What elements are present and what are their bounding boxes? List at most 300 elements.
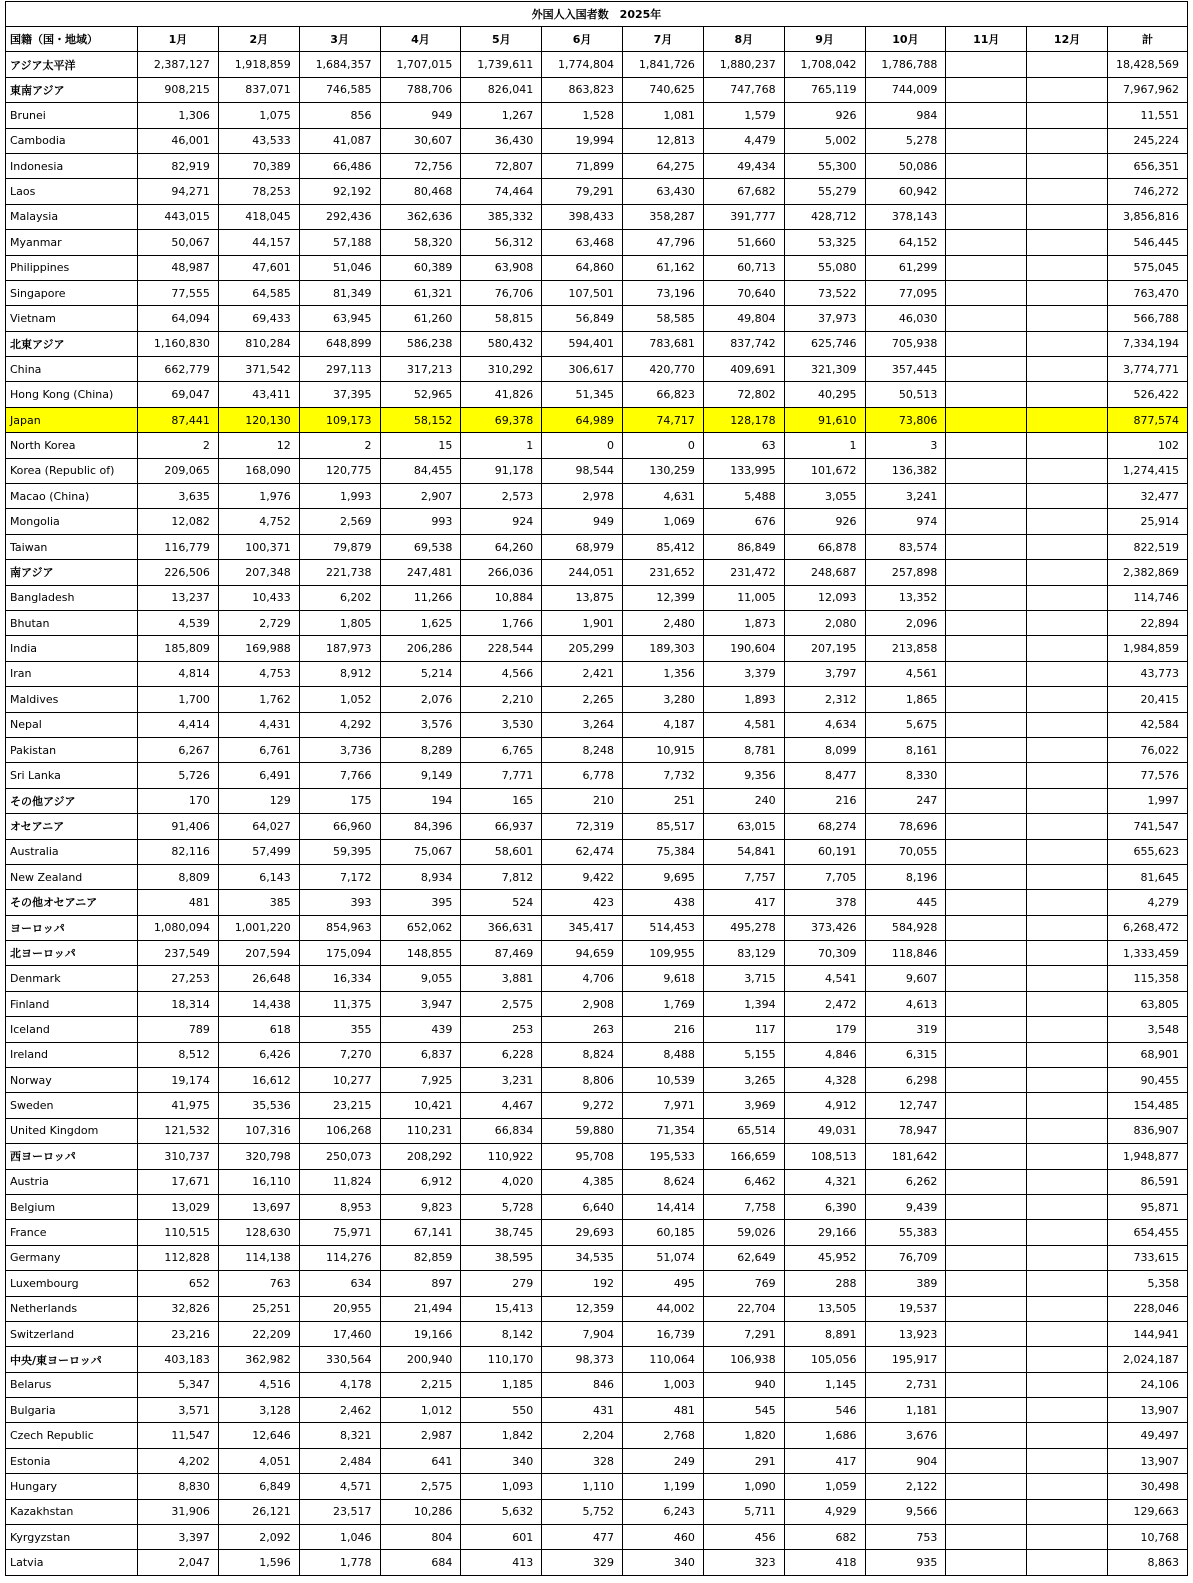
row-total: 63,805 [1108, 991, 1188, 1016]
table-row [6, 179, 1188, 204]
month-value: 2,312 [784, 687, 865, 712]
table-row [6, 560, 1188, 585]
month-value [1027, 839, 1108, 864]
month-value: 1,059 [784, 1474, 865, 1499]
month-value: 423 [542, 890, 623, 915]
month-value: 32,826 [138, 1296, 219, 1321]
month-value: 73,196 [623, 280, 704, 305]
table-row [6, 484, 1188, 509]
month-value: 253 [461, 1017, 542, 1042]
month-value: 106,938 [703, 1347, 784, 1372]
month-value: 652,062 [380, 915, 461, 940]
month-value: 4,414 [138, 712, 219, 737]
month-value: 53,325 [784, 230, 865, 255]
month-value: 7,904 [542, 1321, 623, 1346]
table-row [6, 128, 1188, 153]
month-value: 54,841 [703, 839, 784, 864]
month-value: 64,989 [542, 407, 623, 432]
month-value: 345,417 [542, 915, 623, 940]
month-value: 11,824 [299, 1169, 380, 1194]
month-value: 837,742 [703, 331, 784, 356]
month-value [946, 534, 1027, 559]
header-month: 2月 [218, 27, 299, 52]
row-total: 245,224 [1108, 128, 1188, 153]
table-row [6, 1169, 1188, 1194]
month-value: 109,955 [623, 941, 704, 966]
month-value: 789 [138, 1017, 219, 1042]
month-value: 940 [703, 1372, 784, 1397]
month-value: 6,315 [865, 1042, 946, 1067]
month-value: 398,433 [542, 204, 623, 229]
month-value: 8,099 [784, 737, 865, 762]
country-name: Switzerland [6, 1321, 138, 1346]
month-value: 128,178 [703, 407, 784, 432]
country-name: 北東アジア [6, 331, 138, 356]
month-value: 5,728 [461, 1194, 542, 1219]
month-value: 1,805 [299, 610, 380, 635]
month-value: 8,289 [380, 737, 461, 762]
month-value: 5,711 [703, 1499, 784, 1524]
country-name: その他アジア [6, 788, 138, 813]
month-value: 788,706 [380, 77, 461, 102]
month-value: 4,328 [784, 1068, 865, 1093]
month-value [946, 382, 1027, 407]
month-value: 8,891 [784, 1321, 865, 1346]
row-total: 30,498 [1108, 1474, 1188, 1499]
month-value: 391,777 [703, 204, 784, 229]
header-month: 11月 [946, 27, 1027, 52]
month-value [1027, 890, 1108, 915]
row-total: 42,584 [1108, 712, 1188, 737]
month-value: 2,480 [623, 610, 704, 635]
month-value: 36,430 [461, 128, 542, 153]
row-total: 741,547 [1108, 814, 1188, 839]
month-value [946, 1296, 1027, 1321]
month-value: 2 [299, 433, 380, 458]
month-value [946, 712, 1027, 737]
month-value: 524 [461, 890, 542, 915]
month-value: 456 [703, 1525, 784, 1550]
country-name: 南アジア [6, 560, 138, 585]
country-name: Luxembourg [6, 1271, 138, 1296]
month-value: 2,047 [138, 1550, 219, 1575]
month-value: 46,030 [865, 306, 946, 331]
month-value: 9,055 [380, 966, 461, 991]
row-total: 655,623 [1108, 839, 1188, 864]
month-value: 7,771 [461, 763, 542, 788]
table-row [6, 1347, 1188, 1372]
row-total: 43,773 [1108, 661, 1188, 686]
month-value [1027, 712, 1108, 737]
month-value: 69,433 [218, 306, 299, 331]
month-value [1027, 179, 1108, 204]
month-value: 50,067 [138, 230, 219, 255]
table-row [6, 991, 1188, 1016]
month-value: 1,199 [623, 1474, 704, 1499]
month-value: 0 [623, 433, 704, 458]
month-value: 4,631 [623, 484, 704, 509]
country-name: Maldives [6, 687, 138, 712]
month-value: 355 [299, 1017, 380, 1042]
month-value: 263 [542, 1017, 623, 1042]
month-value: 740,625 [623, 77, 704, 102]
header-month: 8月 [703, 27, 784, 52]
month-value: 17,460 [299, 1321, 380, 1346]
month-value [946, 1525, 1027, 1550]
month-value: 85,412 [623, 534, 704, 559]
month-value: 63,908 [461, 255, 542, 280]
month-value: 49,031 [784, 1118, 865, 1143]
row-total: 154,485 [1108, 1093, 1188, 1118]
month-value: 30,607 [380, 128, 461, 153]
table-row [6, 1296, 1188, 1321]
table-row [6, 77, 1188, 102]
month-value: 78,696 [865, 814, 946, 839]
month-value: 11,266 [380, 585, 461, 610]
month-value: 69,047 [138, 382, 219, 407]
month-value [946, 484, 1027, 509]
row-total: 3,548 [1108, 1017, 1188, 1042]
country-name: Singapore [6, 280, 138, 305]
month-value [946, 280, 1027, 305]
month-value [1027, 687, 1108, 712]
month-value: 78,253 [218, 179, 299, 204]
month-value: 1,081 [623, 103, 704, 128]
month-value: 27,253 [138, 966, 219, 991]
month-value: 46,001 [138, 128, 219, 153]
country-name: Mongolia [6, 509, 138, 534]
month-value: 10,421 [380, 1093, 461, 1118]
month-value: 3,280 [623, 687, 704, 712]
month-value: 279 [461, 1271, 542, 1296]
country-name: Taiwan [6, 534, 138, 559]
month-value: 206,286 [380, 636, 461, 661]
month-value [1027, 484, 1108, 509]
month-value: 121,532 [138, 1118, 219, 1143]
month-value: 15 [380, 433, 461, 458]
table-row [6, 1550, 1188, 1575]
month-value: 231,652 [623, 560, 704, 585]
month-value: 114,276 [299, 1245, 380, 1270]
month-value: 4,321 [784, 1169, 865, 1194]
month-value: 292,436 [299, 204, 380, 229]
month-value: 100,371 [218, 534, 299, 559]
month-value: 7,758 [703, 1194, 784, 1219]
month-value: 439 [380, 1017, 461, 1042]
month-value: 2,076 [380, 687, 461, 712]
month-value: 1,394 [703, 991, 784, 1016]
month-value: 75,384 [623, 839, 704, 864]
month-value [946, 433, 1027, 458]
month-value: 1,769 [623, 991, 704, 1016]
row-total: 86,591 [1108, 1169, 1188, 1194]
month-value: 226,506 [138, 560, 219, 585]
month-value: 8,321 [299, 1423, 380, 1448]
month-value: 66,937 [461, 814, 542, 839]
table-row [6, 1321, 1188, 1346]
month-value: 112,828 [138, 1245, 219, 1270]
month-value: 783,681 [623, 331, 704, 356]
month-value: 6,912 [380, 1169, 461, 1194]
row-total: 1,984,859 [1108, 636, 1188, 661]
month-value: 317,213 [380, 357, 461, 382]
month-value: 9,356 [703, 763, 784, 788]
month-value: 58,601 [461, 839, 542, 864]
header-month: 1月 [138, 27, 219, 52]
table-row [6, 153, 1188, 178]
month-value: 4,706 [542, 966, 623, 991]
month-value: 6,765 [461, 737, 542, 762]
month-value: 753 [865, 1525, 946, 1550]
month-value [946, 1017, 1027, 1042]
month-value: 1,786,788 [865, 52, 946, 77]
month-value [1027, 1347, 1108, 1372]
table-row [6, 433, 1188, 458]
month-value [1027, 407, 1108, 432]
row-total: 3,856,816 [1108, 204, 1188, 229]
month-value: 4,929 [784, 1499, 865, 1524]
month-value: 3,969 [703, 1093, 784, 1118]
month-value [1027, 1042, 1108, 1067]
month-value: 79,879 [299, 534, 380, 559]
month-value: 2,265 [542, 687, 623, 712]
month-value: 16,612 [218, 1068, 299, 1093]
country-name: Netherlands [6, 1296, 138, 1321]
table-row [6, 1398, 1188, 1423]
month-value: 385 [218, 890, 299, 915]
month-value: 107,316 [218, 1118, 299, 1143]
month-value [1027, 306, 1108, 331]
country-name: Germany [6, 1245, 138, 1270]
month-value: 321,309 [784, 357, 865, 382]
country-name: ヨーロッパ [6, 915, 138, 940]
month-value: 74,717 [623, 407, 704, 432]
country-name: Pakistan [6, 737, 138, 762]
month-value: 51,046 [299, 255, 380, 280]
month-value [946, 966, 1027, 991]
month-value: 40,295 [784, 382, 865, 407]
month-value: 179 [784, 1017, 865, 1042]
country-name: Hong Kong (China) [6, 382, 138, 407]
month-value: 495,278 [703, 915, 784, 940]
month-value: 216 [784, 788, 865, 813]
month-value: 70,640 [703, 280, 784, 305]
table-row [6, 1144, 1188, 1169]
month-value: 8,830 [138, 1474, 219, 1499]
month-value: 41,826 [461, 382, 542, 407]
month-value: 413 [461, 1550, 542, 1575]
month-value: 64,094 [138, 306, 219, 331]
month-value [1027, 1474, 1108, 1499]
month-value: 10,539 [623, 1068, 704, 1093]
month-value: 60,389 [380, 255, 461, 280]
month-value: 3,379 [703, 661, 784, 686]
month-value: 2,092 [218, 1525, 299, 1550]
month-value: 428,712 [784, 204, 865, 229]
month-value: 3,128 [218, 1398, 299, 1423]
country-name: France [6, 1220, 138, 1245]
month-value: 70,309 [784, 941, 865, 966]
month-value: 70,055 [865, 839, 946, 864]
month-value: 863,823 [542, 77, 623, 102]
month-value: 1,012 [380, 1398, 461, 1423]
month-value [946, 1042, 1027, 1067]
month-value: 43,411 [218, 382, 299, 407]
month-value: 662,779 [138, 357, 219, 382]
row-total: 114,746 [1108, 585, 1188, 610]
month-value: 13,505 [784, 1296, 865, 1321]
table-row [6, 864, 1188, 889]
table-row [6, 255, 1188, 280]
month-value: 117 [703, 1017, 784, 1042]
month-value [946, 331, 1027, 356]
month-value [946, 255, 1027, 280]
month-value: 2,768 [623, 1423, 704, 1448]
month-value: 1,865 [865, 687, 946, 712]
month-value: 91,610 [784, 407, 865, 432]
month-value [1027, 1372, 1108, 1397]
month-value: 257,898 [865, 560, 946, 585]
month-value: 187,973 [299, 636, 380, 661]
row-total: 25,914 [1108, 509, 1188, 534]
month-value: 1,110 [542, 1474, 623, 1499]
month-value: 19,174 [138, 1068, 219, 1093]
month-value: 66,823 [623, 382, 704, 407]
month-value: 10,277 [299, 1068, 380, 1093]
month-value: 6,267 [138, 737, 219, 762]
month-value: 7,925 [380, 1068, 461, 1093]
month-value [1027, 1093, 1108, 1118]
month-value: 48,987 [138, 255, 219, 280]
month-value: 310,292 [461, 357, 542, 382]
table-title: 外国人入国者数 2025年 [6, 2, 1188, 27]
month-value: 13,923 [865, 1321, 946, 1346]
month-value: 66,834 [461, 1118, 542, 1143]
month-value: 12,359 [542, 1296, 623, 1321]
month-value: 676 [703, 509, 784, 534]
row-total: 10,768 [1108, 1525, 1188, 1550]
month-value: 44,002 [623, 1296, 704, 1321]
month-value: 7,732 [623, 763, 704, 788]
month-value [946, 1423, 1027, 1448]
table-row [6, 306, 1188, 331]
month-value: 373,426 [784, 915, 865, 940]
month-value: 7,705 [784, 864, 865, 889]
month-value: 52,965 [380, 382, 461, 407]
month-value: 165 [461, 788, 542, 813]
month-value: 477 [542, 1525, 623, 1550]
table-row [6, 1423, 1188, 1448]
month-value: 95,708 [542, 1144, 623, 1169]
month-value: 6,849 [218, 1474, 299, 1499]
month-value: 8,806 [542, 1068, 623, 1093]
month-value: 209,065 [138, 458, 219, 483]
month-value: 746,585 [299, 77, 380, 102]
month-value: 550 [461, 1398, 542, 1423]
month-value: 8,488 [623, 1042, 704, 1067]
month-value: 7,270 [299, 1042, 380, 1067]
month-value [1027, 153, 1108, 178]
month-value: 8,477 [784, 763, 865, 788]
month-value: 22,704 [703, 1296, 784, 1321]
header-row [6, 27, 1188, 52]
month-value: 1,918,859 [218, 52, 299, 77]
table-row [6, 788, 1188, 813]
row-total: 8,863 [1108, 1550, 1188, 1575]
country-name: 北ヨーロッパ [6, 941, 138, 966]
month-value: 29,693 [542, 1220, 623, 1245]
month-value [1027, 1321, 1108, 1346]
month-value: 1,185 [461, 1372, 542, 1397]
country-name: Iceland [6, 1017, 138, 1042]
month-value: 1,046 [299, 1525, 380, 1550]
month-value: 1,093 [461, 1474, 542, 1499]
month-value: 4,539 [138, 610, 219, 635]
month-value: 81,349 [299, 280, 380, 305]
month-value: 2,421 [542, 661, 623, 686]
month-value: 10,884 [461, 585, 542, 610]
country-name: Latvia [6, 1550, 138, 1575]
country-name: Cambodia [6, 128, 138, 153]
month-value: 61,162 [623, 255, 704, 280]
month-value: 110,170 [461, 1347, 542, 1372]
month-value: 190,604 [703, 636, 784, 661]
month-value: 68,274 [784, 814, 865, 839]
month-value: 4,912 [784, 1093, 865, 1118]
month-value: 50,513 [865, 382, 946, 407]
country-name: Estonia [6, 1448, 138, 1473]
month-value: 62,474 [542, 839, 623, 864]
month-value: 1,766 [461, 610, 542, 635]
month-value: 8,912 [299, 661, 380, 686]
month-value: 2,080 [784, 610, 865, 635]
month-value [1027, 1144, 1108, 1169]
month-value: 55,279 [784, 179, 865, 204]
month-value: 8,196 [865, 864, 946, 889]
row-total: 1,948,877 [1108, 1144, 1188, 1169]
row-total: 546,445 [1108, 230, 1188, 255]
month-value: 175,094 [299, 941, 380, 966]
table-row [6, 458, 1188, 483]
month-value [946, 890, 1027, 915]
month-value: 70,389 [218, 153, 299, 178]
month-value: 181,642 [865, 1144, 946, 1169]
month-value: 2,484 [299, 1448, 380, 1473]
month-value: 60,942 [865, 179, 946, 204]
month-value: 12,646 [218, 1423, 299, 1448]
month-value [946, 1093, 1027, 1118]
table-body [6, 52, 1188, 1575]
month-value: 194 [380, 788, 461, 813]
month-value: 1,841,726 [623, 52, 704, 77]
month-value: 221,738 [299, 560, 380, 585]
country-name: Myanmar [6, 230, 138, 255]
month-value: 1,976 [218, 484, 299, 509]
month-value: 705,938 [865, 331, 946, 356]
month-value: 1,090 [703, 1474, 784, 1499]
country-name: Australia [6, 839, 138, 864]
country-name: 中央/東ヨーロッパ [6, 1347, 138, 1372]
month-value [946, 357, 1027, 382]
month-value: 765,119 [784, 77, 865, 102]
month-value [1027, 1550, 1108, 1575]
month-value [1027, 280, 1108, 305]
month-value [946, 179, 1027, 204]
month-value: 58,152 [380, 407, 461, 432]
month-value: 106,268 [299, 1118, 380, 1143]
country-name: Laos [6, 179, 138, 204]
month-value: 247 [865, 788, 946, 813]
